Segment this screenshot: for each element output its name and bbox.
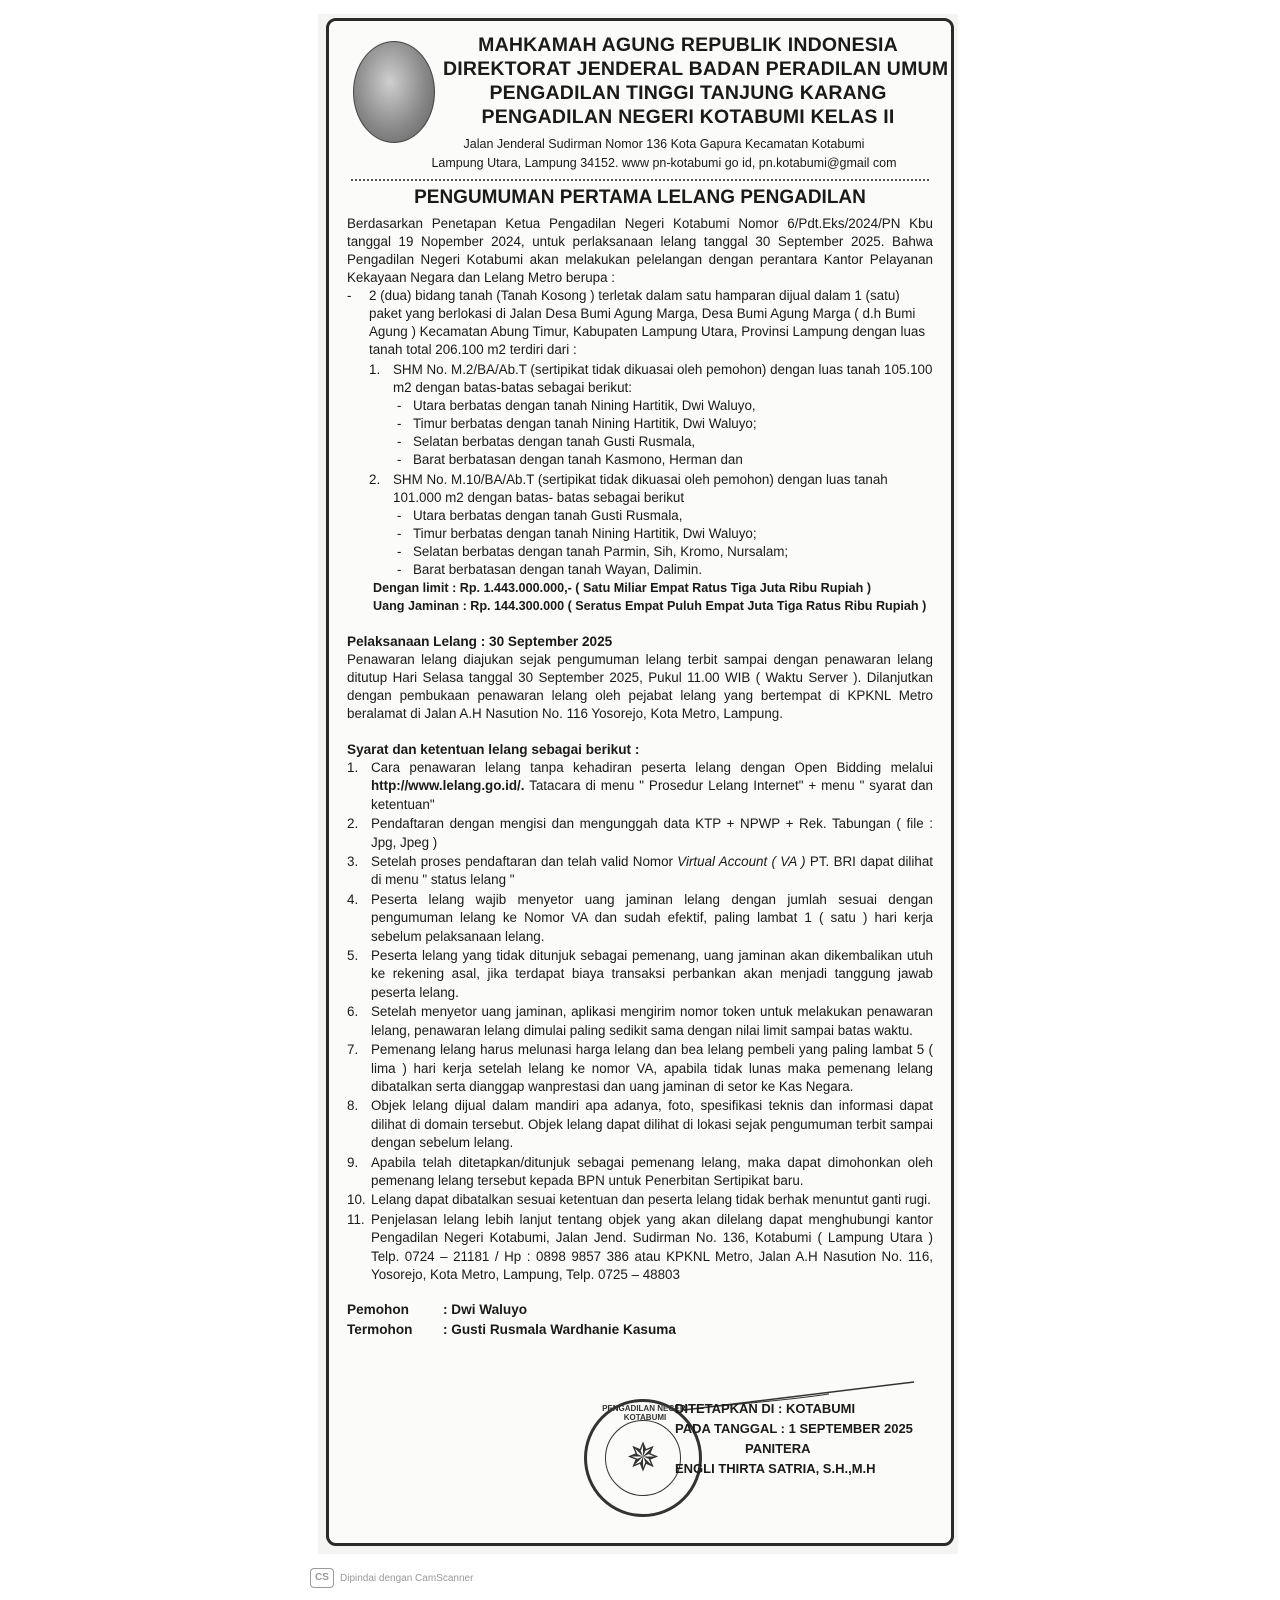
border-text: Selatan berbatas dengan tanah Parmin, Sih, Kromo, Nursalam; bbox=[413, 544, 789, 559]
signatory-role: PANITERA bbox=[745, 1441, 811, 1456]
signature-date: PADA TANGGAL : 1 SEPTEMBER 2025 bbox=[675, 1421, 913, 1436]
term-text: Penjelasan lelang lebih lanjut tentang objek yang akan dilelang dapat menghubungi kantor Pengadilan Negeri Kotabumi, Jalan Jend. Sudirman No. 136, Kotabumi ( Lampung Utara ) Telp. 0724 – 21181 / Hp : 0898 9857 386 atau KPKNL Metro, Jalan A.H Nasution No. 116, Yosorejo, Kota Metro, Lampung, Telp. 0725 – 48803 bbox=[371, 1211, 933, 1282]
emblem-icon: ✵ bbox=[626, 1436, 660, 1480]
letterhead-titles bbox=[443, 33, 949, 129]
parcel-item bbox=[347, 361, 933, 397]
border-text: Selatan berbatas dengan tanah Gusti Rusmala, bbox=[413, 434, 696, 449]
border-text: Barat berbatasan dengan tanah Wayan, Dalimin. bbox=[413, 562, 703, 577]
parcel-number: 1. bbox=[369, 362, 381, 377]
border-item bbox=[347, 397, 933, 415]
limit-price: Dengan limit : Rp. 1.443.000.000,- ( Satu Miliar Empat Ratus Tiga Juta Ribu Rupiah ) bbox=[373, 581, 872, 595]
bullet-marker: - bbox=[397, 526, 402, 541]
border-item bbox=[347, 433, 933, 451]
term-item bbox=[347, 1191, 933, 1209]
court-seal-icon bbox=[353, 41, 435, 143]
term-text: Pemenang lelang harus melunasi harga lelang dan bea lelang pembeli yang paling lambat 5 ( lima ) hari kerja setelah lelang ke nomor VA, apabila tidak lunas maka pemenang lelang dibatalkan serta dianggap wanprestasi dan uang jaminan di setor ke Kas Negara. bbox=[371, 1042, 933, 1094]
applicant-label: Pemohon bbox=[347, 1302, 409, 1318]
signature-place: DITETAPKAN DI : KOTABUMI bbox=[675, 1401, 856, 1416]
border-item bbox=[347, 451, 933, 469]
border-text: Barat berbatasan dengan tanah Kasmono, Herman dan bbox=[413, 452, 743, 467]
term-text: Lelang dapat dibatalkan sesuai ketentuan dan peserta lelang tidak berhak menuntut ganti rugi. bbox=[371, 1192, 931, 1208]
term-item bbox=[347, 891, 933, 946]
border-item bbox=[347, 415, 933, 433]
scanner-watermark bbox=[310, 1568, 473, 1588]
signature-block bbox=[675, 1399, 915, 1479]
term-item bbox=[347, 1211, 933, 1285]
term-item bbox=[347, 815, 933, 852]
term-number: 1. bbox=[347, 760, 359, 775]
auction-notice bbox=[326, 18, 954, 1546]
terms-list bbox=[347, 759, 933, 1284]
border-item bbox=[347, 525, 933, 543]
bullet-marker: - bbox=[397, 416, 402, 431]
term-item bbox=[347, 759, 933, 814]
institution-line: MAHKAMAH AGUNG REPUBLIK INDONESIA bbox=[478, 34, 898, 56]
camscanner-logo-icon: CS bbox=[310, 1568, 334, 1588]
bullet-marker: - bbox=[397, 562, 402, 577]
term-italic-text: Virtual Account ( VA ) bbox=[677, 854, 806, 870]
address-line: Lampung Utara, Lampung 34152. www pn-kotabumi go id, pn.kotabumi@gmail com bbox=[431, 156, 897, 170]
term-item bbox=[347, 1003, 933, 1040]
auction-object-text: 2 (dua) bidang tanah (Tanah Kosong ) terletak dalam satu hamparan dijual dalam 1 (satu) paket yang berlokasi di Jalan Desa Bumi Agung Marga, Desa Bumi Agung Marga ( d.h Bumi Agung ) Kecamatan Abung Timur, Kabupaten Lampung Utara, Provinsi Lampung dengan luas tanah total 206.100 m2 terdiri dari : bbox=[369, 288, 926, 357]
notice-title: PENGUMUMAN PERTAMA LELANG PENGADILAN bbox=[414, 187, 866, 208]
deposit-amount: Uang Jaminan : Rp. 144.300.000 ( Seratus Empat Puluh Empat Juta Tiga Ratus Ribu Rupiah ) bbox=[373, 599, 927, 613]
parcel-text: SHM No. M.10/BA/Ab.T (sertipikat tidak dikuasai oleh pemohon) dengan luas tanah 101.000 m2 dengan batas- batas sebagai berikut bbox=[393, 472, 888, 505]
respondent-label: Termohon bbox=[347, 1322, 413, 1338]
term-text: Peserta lelang yang tidak ditunjuk sebagai pemenang, uang jaminan akan dikembalikan utuh ke rekening asal, jika terdapat biaya transaksi perbankan akan menjadi tanggung jawab peserta lelang. bbox=[371, 948, 933, 1000]
applicant-name: : Dwi Waluyo bbox=[443, 1302, 528, 1318]
term-text: Setelah proses pendaftaran dan telah valid Nomor bbox=[371, 854, 678, 870]
bullet-marker: - bbox=[397, 434, 402, 449]
term-item bbox=[347, 1041, 933, 1096]
execution-heading: Pelaksanaan Lelang : 30 September 2025 bbox=[347, 634, 613, 649]
term-number: 7. bbox=[347, 1042, 359, 1058]
term-number: 6. bbox=[347, 1004, 359, 1020]
bullet-marker: - bbox=[397, 398, 402, 413]
intro-paragraph: Berdasarkan Penetapan Ketua Pengadilan Negeri Kotabumi Nomor 6/Pdt.Eks/2024/PN Kbu tanggal 19 Nopember 2024, untuk perlaksanaan lelang tanggal 30 September 2025. Bahwa Pengadilan Negeri Kotabumi akan melakukan pelelangan dengan perantara Kantor Pelayanan Kekayaan Negara dan Lelang Metro berupa : bbox=[347, 216, 933, 285]
border-text: Utara berbatas dengan tanah Nining Hartitik, Dwi Waluyo, bbox=[413, 398, 756, 413]
term-item bbox=[347, 853, 933, 890]
term-text: PT. BRI dapat dilihat di menu " status lelang " bbox=[371, 854, 933, 888]
auction-object bbox=[347, 287, 933, 359]
execution-paragraph: Penawaran lelang diajukan sejak pengumuman lelang terbit sampai dengan penawaran lelang ditutup Hari Selasa tanggal 30 September 2025, Pukul 11.00 WIB ( Waktu Server ). Dilanjutkan dengan pembukaan penawaran lelang oleh pejabat lelang yang bertempat di KPKNL Metro beralamat di Jalan A.H Nasution No. 116 Yosorejo, Kota Metro, Lampung. bbox=[347, 652, 933, 721]
border-text: Timur berbatas dengan tanah Nining Hartitik, Dwi Waluyo; bbox=[413, 416, 757, 431]
border-item bbox=[347, 543, 933, 561]
parcel-text: SHM No. M.2/BA/Ab.T (sertipikat tidak dikuasai oleh pemohon) dengan luas tanah 105.100 m2 dengan batas-batas sebagai berikut: bbox=[393, 362, 933, 395]
border-text: Timur berbatas dengan tanah Nining Hartitik, Dwi Waluyo; bbox=[413, 526, 757, 541]
term-number: 5. bbox=[347, 948, 359, 964]
institution-line: DIREKTORAT JENDERAL BADAN PERADILAN UMUM bbox=[443, 58, 949, 80]
term-number: 2. bbox=[347, 816, 359, 832]
address-line: Jalan Jenderal Sudirman Nomor 136 Kota Gapura Kecamatan Kotabumi bbox=[463, 137, 865, 151]
bullet-marker: - bbox=[347, 288, 352, 303]
term-text: Peserta lelang wajib menyetor uang jaminan lelang dengan jumlah sesuai dengan pengumuman lelang ke Nomor VA dan sudah efektif, paling lambat 1 ( satu ) hari kerja sebelum pelaksanaan lelang. bbox=[371, 891, 933, 944]
term-number: 10. bbox=[347, 1192, 366, 1208]
term-text: Cara penawaran lelang tanpa kehadiran peserta lelang dengan Open Bidding melalui bbox=[371, 760, 933, 775]
parcel-item bbox=[347, 471, 933, 507]
term-number: 3. bbox=[347, 854, 359, 870]
border-item bbox=[347, 507, 933, 525]
respondent-row bbox=[347, 1320, 933, 1340]
applicant-row bbox=[347, 1300, 933, 1320]
term-item bbox=[347, 947, 933, 1002]
term-number: 4. bbox=[347, 891, 359, 907]
institution-line: PENGADILAN NEGERI KOTABUMI KELAS II bbox=[481, 106, 895, 128]
term-number: 11. bbox=[347, 1211, 365, 1227]
border-text: Utara berbatas dengan tanah Gusti Rusmala, bbox=[413, 508, 683, 523]
header-divider bbox=[351, 179, 929, 181]
term-item bbox=[347, 1154, 933, 1191]
term-number: 9. bbox=[347, 1154, 359, 1170]
term-text: Tatacara di menu " Prosedur Lelang Internet" + menu " syarat dan ketentuan" bbox=[371, 778, 933, 812]
signatory-name: ENGLI THIRTA SATRIA, S.H.,M.H bbox=[675, 1461, 876, 1476]
letterhead bbox=[347, 29, 949, 179]
term-text: Objek lelang dijual dalam mandiri apa adanya, foto, spesifikasi teknis dan informasi dapat dilihat di domain tersebut. Objek lelang dapat dilihat di lokasi sejak pengumuman terbit sampai dengan sebelum lelang. bbox=[371, 1098, 933, 1151]
auction-website-link[interactable]: http://www.lelang.go.id/. bbox=[371, 778, 525, 794]
term-text: Setelah menyetor uang jaminan, aplikasi mengirim nomor token untuk melakukan penawaran lelang, penawaran lelang dimulai paling sedikit sama dengan nilai limit sampai batas waktu. bbox=[371, 1004, 933, 1038]
term-item bbox=[347, 1097, 933, 1152]
bullet-marker: - bbox=[397, 508, 402, 523]
scanner-watermark-text: Dipindai dengan CamScanner bbox=[340, 1572, 474, 1584]
respondent-name: : Gusti Rusmala Wardhanie Kasuma bbox=[443, 1322, 676, 1338]
term-text: Pendaftaran dengan mengisi dan mengunggah data KTP + NPWP + Rek. Tabungan ( file : Jpg, Jpeg ) bbox=[371, 816, 933, 850]
term-text: Apabila telah ditetapkan/ditunjuk sebagai pemenang lelang, maka dapat dimohonkan oleh pemenang lelang tersebut kepada BPN untuk Penerbitan Sertipikat baru. bbox=[371, 1154, 933, 1188]
parcel-number: 2. bbox=[369, 472, 381, 487]
bullet-marker: - bbox=[397, 544, 402, 559]
terms-heading: Syarat dan ketentuan lelang sebagai berikut : bbox=[347, 742, 640, 757]
border-item bbox=[347, 561, 933, 579]
court-address bbox=[395, 135, 933, 173]
institution-line: PENGADILAN TINGGI TANJUNG KARANG bbox=[489, 82, 887, 104]
term-number: 8. bbox=[347, 1098, 359, 1114]
stamp-text: PENGADILAN NEGERI KOTABUMI bbox=[602, 1404, 688, 1422]
bullet-marker: - bbox=[397, 452, 402, 467]
parties-block bbox=[347, 1300, 933, 1340]
